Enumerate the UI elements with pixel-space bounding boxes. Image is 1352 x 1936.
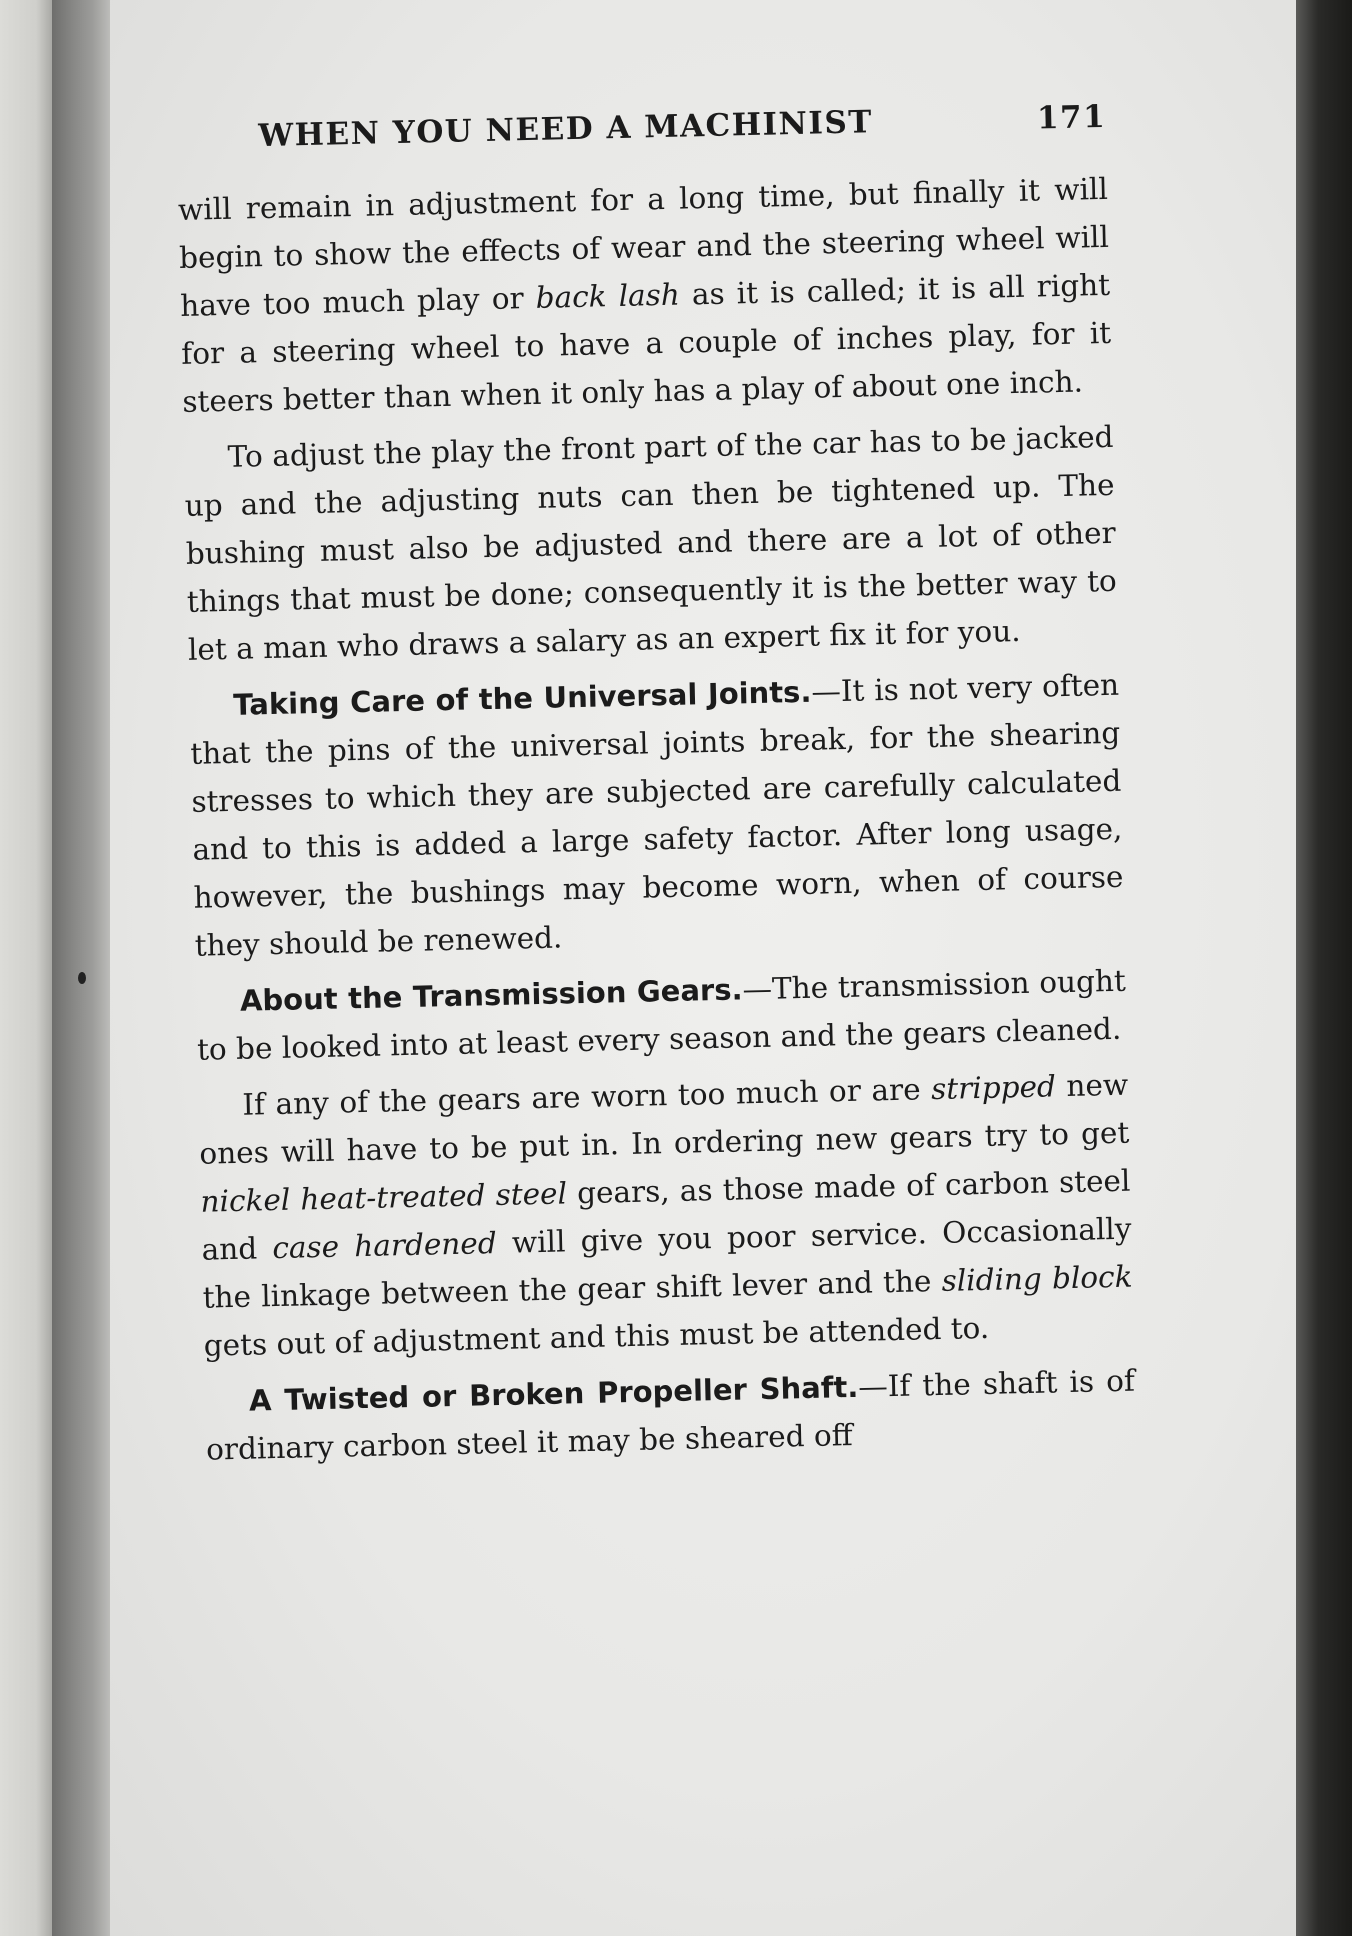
paragraph-universal-joints [189, 661, 1125, 970]
section-heading-transmission-gears: About the Transmission Gears. [239, 972, 743, 1018]
paragraph-adjust-play [183, 413, 1118, 674]
running-head [258, 99, 1107, 154]
text-run: will remain in adjustment for a long time, but finally it will begin to show the effects of wear and the steering wheel will have too much play or [177, 171, 1110, 323]
section-heading-universal-joints: Taking Care of the Universal Joints. [232, 674, 812, 722]
paragraph-transmission-gears [195, 957, 1127, 1074]
running-head-title: WHEN YOU NEED A MACHINIST [257, 104, 874, 155]
page-number: 171 [1036, 98, 1107, 137]
book-page [110, 0, 1296, 1936]
paragraph-propeller-shaft [205, 1357, 1137, 1474]
italic-term: back lash [535, 277, 681, 315]
text-run: gears, as those made of carbon steel and [201, 1163, 1131, 1267]
italic-term: nickel heat-treated steel [200, 1176, 568, 1219]
body-text [177, 165, 1136, 1474]
text-run: If any of the gears are worn too much or are [241, 1072, 932, 1122]
section-heading-propeller-shaft: A Twisted or Broken Propeller Shaft. [248, 1369, 859, 1418]
paragraph-stripped-gears [198, 1061, 1134, 1370]
page-content [176, 99, 1137, 1482]
dust-speck [78, 972, 86, 984]
facing-page-edge [0, 0, 52, 1936]
book-gutter [52, 0, 110, 1936]
text-run: as it is called; it is all right for a steering wheel to have a couple of inches play, for it steers better than when it only has a play of about one inch. [180, 267, 1112, 419]
text-run: gets out of adjustment and this must be attended to. [203, 1310, 990, 1363]
text-run: will give you poor service. Occasionally the linkage between the gear shift lever and the [202, 1211, 1132, 1315]
italic-term: sliding block [941, 1259, 1133, 1298]
book-cover-edge [1296, 0, 1352, 1936]
text-run: new ones will have to be put in. In ordering new gears try to get [199, 1067, 1130, 1171]
text-run: —It is not very often that the pins of the universal joints break, for the shearing stresses to which they are subjected are carefully calculated and to this is added a large safety factor. After long usage, however, the bushings may become worn, when of course they should be renewed. [189, 667, 1124, 963]
paragraph-steering-play [177, 165, 1112, 426]
text-run: To adjust the play the front part of the car has to be jacked up and the adjusting nuts can then be tightened up. The bushing must also be adjusted and there are a lot of other things that must be done; consequently it is the better way to let a man who draws a salary as an expert fix it for you. [184, 419, 1118, 667]
text-run: —The transmission ought to be looked into at least every season and the gears cleaned. [196, 963, 1127, 1067]
text-run: —If the shaft is of ordinary carbon steel it may be sheared off [205, 1363, 1136, 1467]
italic-term: case hardened [271, 1226, 498, 1266]
italic-term: stripped [930, 1069, 1057, 1107]
